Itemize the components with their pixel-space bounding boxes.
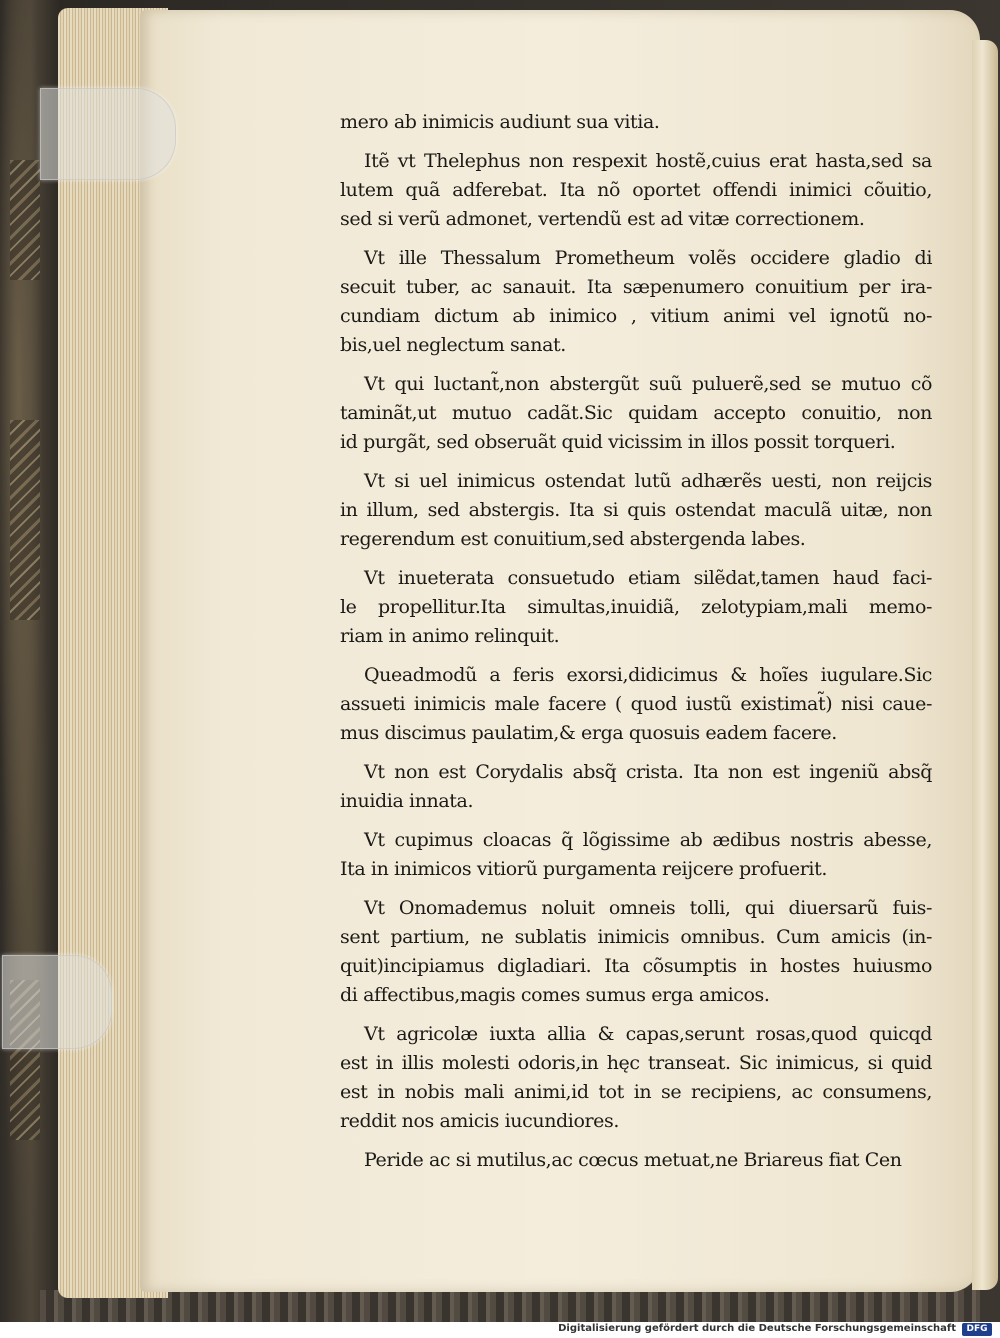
text-line: Vt inueterata consuetudo etiam silẽdat,tamen haud faci- xyxy=(364,567,932,589)
text-line: Vt agricolæ iuxta allia & capas,serunt rosas,quod quicqd xyxy=(364,1023,932,1045)
text-line: regerendum est conuitium,sed abstergenda labes. xyxy=(340,528,806,550)
paragraph xyxy=(340,758,932,816)
right-leaf-edge xyxy=(972,40,998,1290)
text-line: Ita in inimicos vitiorũ purgamenta reijcere profuerit. xyxy=(340,858,827,880)
page-clip-top xyxy=(40,88,176,180)
text-line: le propellitur.Ita simultas,inuidiã, zelotypiam,mali memo- xyxy=(340,596,932,618)
text-line: Peride ac si mutilus,ac cœcus metuat,ne Briareus fiat Cen xyxy=(364,1149,902,1171)
text-line: Vt ille Thessalum Prometheum volẽs occidere gladio di xyxy=(364,247,932,269)
text-line: Vt non est Corydalis absq̃ crista. Ita non est ingeniũ absq̃ xyxy=(364,761,932,783)
paragraph xyxy=(340,147,932,234)
paragraph xyxy=(340,661,932,748)
text-line: mero ab inimicis audiunt sua vitia. xyxy=(340,111,660,133)
text-line: Vt cupimus cloacas q̃ lõgissime ab ædibus nostris abesse, xyxy=(364,829,932,851)
text-line: secuit tuber, ac sanauit. Ita sæpenumero conuitium per ira- xyxy=(340,276,932,298)
text-line: bis,uel neglectum sanat. xyxy=(340,334,566,356)
text-line: in illum, sed abstergis. Ita si quis ostendat maculã uitæ, non xyxy=(340,499,932,521)
footer-credit: Digitalisierung gefördert durch die Deutsche Forschungsgemeinschaft xyxy=(558,1323,956,1334)
text-line: reddit nos amicis iucundiores. xyxy=(340,1110,620,1132)
text-line: sent partium, ne sublatis inimicis omnibus. Cum amicis (in- xyxy=(340,926,932,948)
paragraph xyxy=(340,1020,932,1136)
text-line: est in nobis mali animi,id tot in se recipiens, ac consumens, xyxy=(340,1081,932,1103)
paragraph xyxy=(340,826,932,884)
text-line: riam in animo relinquit. xyxy=(340,625,560,647)
text-line: assueti inimicis male facere ( quod iustũ existimat̃) nisi caue- xyxy=(340,693,932,715)
marbled-cover-patch xyxy=(10,160,40,280)
text-line: mus discimus paulatim,& erga quosuis eadem facere. xyxy=(340,722,837,744)
paragraph xyxy=(340,894,932,1010)
paragraph xyxy=(340,564,932,651)
text-line: quit)incipiamus digladiari. Ita cõsumptis in hostes huiusmo xyxy=(340,955,932,977)
text-line: sed si verũ admonet, vertendũ est ad vitæ correctionem. xyxy=(340,208,865,230)
text-line: Vt qui luctant̃,non abstergũt suũ puluerẽ,sed se mutuo cõ xyxy=(364,373,932,395)
book-binding xyxy=(0,0,62,1322)
marbled-cover-patch xyxy=(10,420,40,620)
text-line: Vt Onomademus noluit omneis tolli, qui diuersarũ fuis- xyxy=(364,897,932,919)
text-line: di affectibus,magis comes sumus erga amicos. xyxy=(340,984,770,1006)
paragraph xyxy=(340,244,932,360)
text-line: Itẽ vt Thelephus non respexit hostẽ,cuius erat hasta,sed sa xyxy=(364,150,932,172)
text-line: est in illis molesti odoris,in hęc transeat. Sic inimicus, si quid xyxy=(340,1052,932,1074)
text-line: Vt si uel inimicus ostendat lutũ adhærẽs uesti, non reijcis xyxy=(364,470,932,492)
text-line: Queadmodũ a feris exorsi,didicimus & hoĩes iugulare.Sic xyxy=(364,664,932,686)
text-line: taminãt,ut mutuo cadãt.Sic quidam accepto conuitio, non xyxy=(340,402,932,424)
text-line: id purgãt, sed obseruãt quid vicissim in illos possit torqueri. xyxy=(340,431,896,453)
text-line: cundiam dictum ab inimico , vitium animi vel ignotũ no- xyxy=(340,305,932,327)
text-line: lutem quã adferebat. Ita nõ oportet offendi inimici cõuitio, xyxy=(340,179,932,201)
page-text xyxy=(340,108,932,1185)
paragraph xyxy=(340,370,932,457)
paragraph xyxy=(340,467,932,554)
footer-bar xyxy=(0,1322,1000,1338)
paragraph xyxy=(340,1146,932,1175)
paragraph xyxy=(340,108,932,137)
text-line: inuidia innata. xyxy=(340,790,474,812)
page-clip-bottom xyxy=(2,955,112,1049)
dfg-logo: DFG xyxy=(962,1323,992,1336)
book-bottom-edge xyxy=(40,1290,980,1322)
